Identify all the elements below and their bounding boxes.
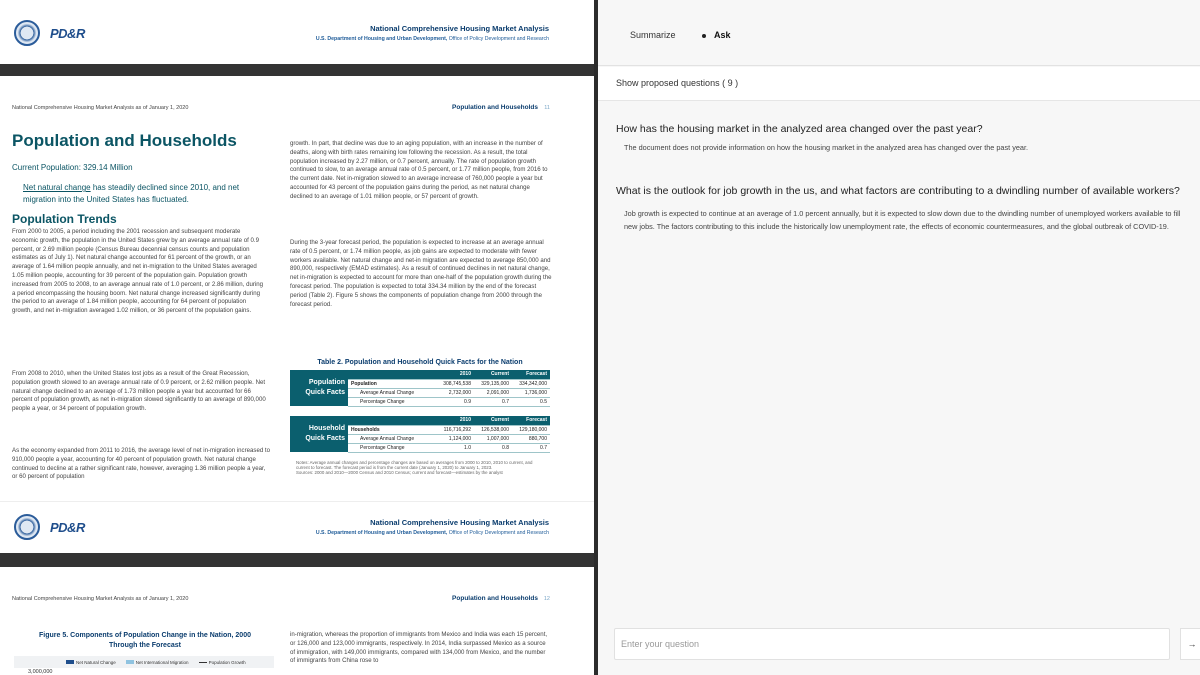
notes-text: Notes: Average annual changes and percentage changes are based on averages from 2000 to 2010, 2010 to current, and current to forecast. The forecast period is from the current date (January 1, 2020) to January 1, 2023. [296, 460, 533, 471]
current-population: Current Population: 329.14 Million [12, 163, 133, 172]
cell: 129,180,000 [512, 425, 550, 434]
figure-legend [14, 656, 274, 668]
question-input[interactable] [614, 628, 1170, 660]
hud-logos [14, 20, 85, 46]
table-header-row [290, 416, 550, 425]
running-header-left: National Comprehensive Housing Market Analysis as of January 1, 2020 [12, 105, 189, 111]
cell: 116,716,292 [436, 425, 474, 434]
question-text: What is the outlook for job growth in the us, and what factors are contributing to a dwindling number of available workers? [616, 185, 1180, 197]
body-paragraph: As the economy expanded from 2011 to 2016, the average level of net in-migration increased to 910,000 people a year, accounting for 40 percent of population growth. Net natural change continued to decline at a rather significant rate, however, averaging 1.36 million people a year, or 60 percent of population [12, 447, 270, 481]
report-footer-title [316, 518, 549, 536]
tab-ask[interactable]: Ask [702, 30, 731, 40]
row-label: Households [348, 425, 436, 434]
mode-tabs [598, 0, 1200, 66]
col-header: Forecast [512, 416, 550, 425]
answer-text: Job growth is expected to continue at an average of 1.0 percent annually, but it is expected to slow down due to the dwindling number of unemployed workers available to fill new jobs. The factors contributing to this include the historically low unemployment rate, the effects of economic countermeasures, and the global outbreak of COVID-19. [624, 209, 1181, 231]
population-quick-facts-label: Population Quick Facts [290, 370, 348, 406]
running-header-right: Population and Households [452, 595, 538, 602]
section-heading: Population and Households [12, 131, 237, 150]
cell: 0.7 [474, 397, 512, 406]
cell: 1,007,000 [474, 434, 512, 443]
page-footer-band [0, 0, 594, 64]
cell: 1,124,000 [436, 434, 474, 443]
page-number: 11 [544, 105, 550, 111]
pdr-logo: PD&R [50, 25, 85, 41]
table-header-row [290, 370, 550, 379]
col-header: 2010 [436, 416, 474, 425]
legend-item: Population Growth [199, 660, 246, 665]
trends-heading: Population Trends [12, 212, 117, 226]
cell: 1.0 [436, 443, 474, 452]
legend-item: Net International Migration [126, 660, 189, 665]
hud-logos [14, 514, 85, 540]
cell: 334,342,000 [512, 379, 550, 388]
page-footer-band [0, 501, 594, 553]
send-button[interactable]: → [1180, 628, 1200, 660]
answer-text: The document does not provide information on how the housing market in the analyzed area has changed over the past year. [624, 143, 1029, 152]
col-header: 2010 [436, 370, 474, 379]
report-subtitle [316, 36, 549, 42]
cell: 1,736,000 [512, 388, 550, 397]
cell: 0.8 [474, 443, 512, 452]
active-dot-icon [702, 34, 706, 38]
show-proposed-questions-button[interactable]: Show proposed questions ( 9 ) [598, 67, 1200, 101]
office-name: Office of Policy Development and Research [448, 530, 549, 536]
household-quick-facts-label: Household Quick Facts [290, 416, 348, 452]
col-header: Forecast [512, 370, 550, 379]
net-natural-change-link[interactable]: Net natural change [23, 183, 91, 192]
household-quick-facts-table [290, 416, 550, 453]
cell: 0.5 [512, 397, 550, 406]
callout-text [23, 182, 253, 206]
dept-name: U.S. Department of Housing and Urban Development, [315, 530, 448, 536]
y-axis-tick: 3,000,000 [28, 669, 53, 675]
legend-swatch-icon [66, 660, 74, 664]
dept-name: U.S. Department of Housing and Urban Development, [315, 36, 448, 42]
callout-rest: has steadily declined since 2010, and net migration into the United States has fluctuated. [23, 183, 240, 204]
tab-summarize[interactable]: Summarize [630, 30, 676, 40]
figure-caption: Figure 5. Components of Population Change in the Nation, 2000 Through the Forecast [39, 632, 251, 649]
col-header: Current [474, 370, 512, 379]
running-header-left: National Comprehensive Housing Market Analysis as of January 1, 2020 [12, 596, 189, 602]
table-caption: Table 2. Population and Household Quick Facts for the Nation [317, 359, 523, 366]
office-name: Office of Policy Development and Research [448, 36, 549, 42]
cell: 0.7 [512, 443, 550, 452]
cell: 308,745,538 [436, 379, 474, 388]
body-paragraph: From 2000 to 2005, a period including the 2001 recession and subsequent moderate economic growth, the population in the United States grew by an average annual rate of 0.9 percent, or 2.69 million people (Census Bureau decennial census counts and population estimates as of July 1). Net natural change accounted for 61 percent of the growth, or an average of 1.64 million people annually, and net in-migration to the United States averaged 1.05 million people, accounting for 39 percent of the population gain. Population growth increased from 2005 to 2008, to an average annual rate of 1.0 percent, or 2.86 million, during a period encompassing the housing boom. Net natural change increased significantly during the period to an average of 1.84 million people, accounting for 64 percent of population growth, and net in-migration averaged 1.02 million, or 36 percent of the population gains. [12, 228, 264, 315]
row-label: Average Annual Change [348, 434, 436, 443]
question-text: How has the housing market in the analyzed area changed over the past year? [616, 123, 983, 135]
report-header-title [316, 24, 549, 42]
row-label: Percentage Change [348, 397, 436, 406]
qa-item [616, 183, 1186, 233]
cell: 2,732,000 [436, 388, 474, 397]
document-viewer[interactable] [0, 0, 594, 675]
report-title: National Comprehensive Housing Market Analysis [370, 518, 549, 527]
hud-seal-icon [14, 514, 40, 540]
page-gap [0, 553, 594, 567]
cell: 126,538,000 [474, 425, 512, 434]
qa-item [616, 121, 1186, 154]
sources-text: Sources: 2000 and 2010—2000 Census and 2010 Census; current and forecast—estimates by the analyst [296, 470, 503, 476]
page-number: 12 [543, 596, 550, 602]
col-header: Current [474, 416, 512, 425]
table-notes [296, 460, 546, 476]
row-label: Average Annual Change [348, 388, 436, 397]
body-paragraph: From 2008 to 2010, when the United States lost jobs as a result of the Great Recession, population growth slowed to an average annual rate of 0.9 percent, or 2.62 million people. Net natural change declined to an average of 1.73 million people a year but accounted for 66 percent of population growth, as net in-migration slowed significantly to an average of 890,000 people a year, or 34 percent of population growth. [12, 370, 266, 413]
cell: 2,091,000 [474, 388, 512, 397]
legend-item: Net Natural Change [66, 660, 116, 665]
pdr-logo: PD&R [50, 519, 85, 535]
hud-seal-icon [14, 20, 40, 46]
report-title: National Comprehensive Housing Market Analysis [370, 24, 549, 33]
row-label: Percentage Change [348, 443, 436, 452]
page-gap [0, 64, 594, 76]
body-paragraph: growth. In part, that decline was due to an aging population, with an increase in the number of deaths, along with birth rates remaining low following the recession. As a result, the total population increased by 2.27 million, or 0.7 percent, annually. The rate of population growth continued to slow, to an average annual rate of 0.5 percent, or 1.77 million people, from 2016 to the current date. Net in-migration slowed to an average increase of 760,000 people a year but accounted for 43 percent of the population gains during the period, as net natural change declined to an average of 1.01 million people, or 57 percent of growth. [290, 140, 548, 200]
legend-line-icon [199, 662, 207, 663]
population-quick-facts-table [290, 370, 550, 407]
body-paragraph: During the 3-year forecast period, the population is expected to increase at an average annual rate of 0.5 percent, or 1.74 million people, as job gains are expected to moderate with fewer workers available. Net natural change and net-in migration are expected to average 850,000 and 890,000, respectively (EMAD estimates). As a result of continued declines in net natural change, net in-migration is expected to account for more than one-half of the population growth during the forecast period. The population is expected to total 334.34 million by the end of the forecast period (Table 2). Figure 5 shows the components of population change from 2000 through the forecast period. [290, 239, 552, 308]
running-header-right: Population and Households [452, 104, 538, 111]
report-subtitle [316, 530, 549, 536]
legend-swatch-icon [126, 660, 134, 664]
row-label: Population [348, 379, 436, 388]
cell: 880,700 [512, 434, 550, 443]
chat-panel [598, 0, 1200, 675]
body-paragraph: in-migration, whereas the proportion of immigrants from Mexico and India was each 15 percent, or 126,000 and 123,000 immigrants, respectively. In 2014, India surpassed Mexico as a source of immigration, with 149,000 immigrants, compared with 134,000 from Mexico, and the number of immigrants from China rose to [290, 631, 548, 665]
cell: 329,135,000 [474, 379, 512, 388]
cell: 0.9 [436, 397, 474, 406]
